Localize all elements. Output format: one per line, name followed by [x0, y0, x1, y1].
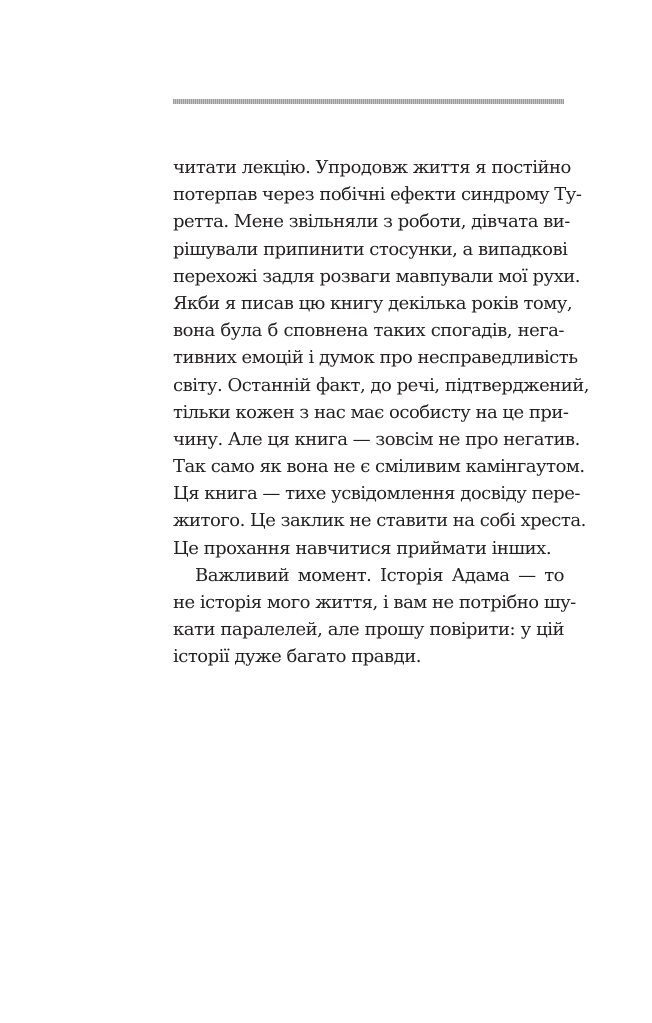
text-line: Важливий момент. Історія Адама — то	[195, 564, 564, 586]
text-line: Так само як вона не є сміливим камінгаутом.	[173, 456, 585, 478]
text-line: тивних емоцій і думок про несправедливість	[173, 347, 578, 369]
text-line: ретта. Мене звільняли з роботи, дівчата ви-	[173, 211, 570, 233]
paragraph-2	[173, 562, 576, 671]
body-text	[173, 154, 589, 671]
text-line: кати паралелей, але прошу повірити: у цій	[173, 619, 564, 641]
text-line: вона була б сповнена таких спогадів, нега-	[173, 320, 564, 342]
paragraph-1	[173, 154, 589, 562]
text-line: читати лекцію. Упродовж життя я постійно	[173, 157, 571, 178]
text-line: Це прохання навчитися приймати інших.	[173, 537, 552, 559]
text-line: житого. Це заклик не ставити на собі хреста.	[173, 510, 586, 532]
text-line: Ця книга — тихе усвідомлення досвіду пере-	[173, 483, 580, 505]
text-line: тільки кожен з нас має особисту на це при-	[173, 401, 569, 423]
text-line: Якби я писав цю книгу декілька років тому,	[173, 292, 573, 314]
text-line: чину. Але ця книга — зовсім не про негатив.	[173, 428, 580, 450]
text-line: не історія мого життя, і вам не потрібно шу-	[173, 592, 576, 613]
text-line: рішували припинити стосунки, а випадкові	[173, 238, 568, 260]
header-rule	[173, 99, 564, 104]
text-line: потерпав через побічні ефекти синдрому Ту-	[173, 184, 582, 206]
text-line: світу. Останній факт, до речі, підтверджений,	[173, 374, 589, 396]
text-line: перехожі задля розваги мавпували мої рухи.	[173, 265, 580, 287]
text-line: історії дуже багато правди.	[173, 646, 421, 668]
